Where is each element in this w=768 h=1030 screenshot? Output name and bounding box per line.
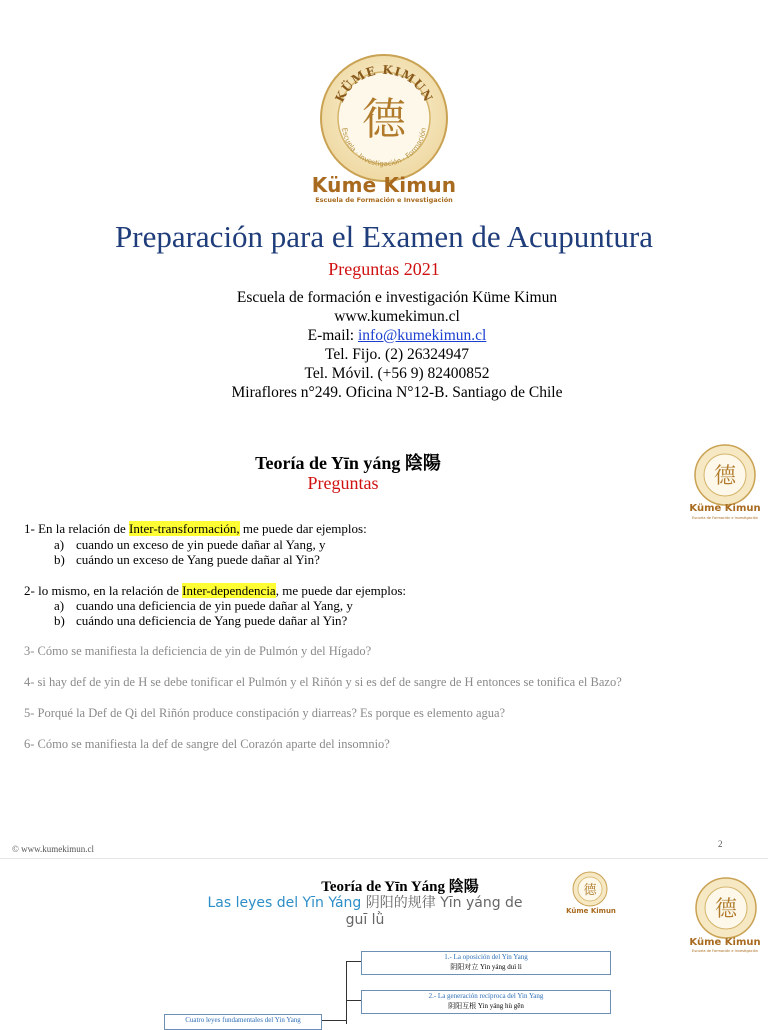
question-1-highlight: Inter-transformación, [129, 521, 240, 536]
question-4: 4- si hay def de yin de H se debe tonificar el Pulmón y el Riñón y si es def de sangre de H entonces se tonifica el Bazo? [24, 675, 622, 689]
kume-kimun-logo [318, 52, 450, 184]
brand-name: Küme Kimun [311, 173, 457, 197]
page2-subtitle-blue: Las leyes del Yīn Yáng [207, 895, 366, 911]
brand-subtitle: Escuela de Formación e Investigación [315, 196, 453, 204]
document-title: Preparación para el Examen de Acupuntura [115, 219, 653, 254]
section-subtitle: Preguntas [307, 473, 379, 493]
diagram-connector-vertical [346, 961, 347, 1024]
question-5: 5- Porqué la Def de Qi del Riñón produce constipación y diarreas? Es porque es elemento agua? [24, 706, 506, 720]
diagram-root-box [164, 1014, 322, 1030]
question-2-highlight: Inter-dependencia [182, 583, 276, 598]
phone-mobile: Tel. Móvil. (+56 9) 82400852 [304, 365, 490, 382]
question-1 [24, 521, 367, 536]
phone-landline: Tel. Fijo. (2) 26324947 [324, 346, 469, 363]
option-text: cuándo un exceso de Yang puede dañar al Yin? [76, 552, 320, 567]
question-2 [24, 583, 406, 598]
page2-subtitle-gray: 阴阳的规律 Yīn yáng de guī lǜ [345, 895, 523, 928]
page2-small-logo-glyph: 德 [583, 883, 597, 898]
page2-right-brand: Küme Kimun [689, 937, 761, 948]
address: Miraflores n°249. Oficina N°12-B. Santiago de Chile [231, 384, 563, 401]
diagram-box-1-title: 1.- La oposición del Yin Yang [444, 953, 528, 961]
question-1-post: me puede dar ejemplos: [239, 521, 367, 536]
logo-motto: Escuela · Investigación · Formación [340, 127, 428, 169]
question-1-option-a [54, 537, 325, 552]
option-text: cuándo una deficiencia de Yang puede dañar al Yin? [76, 613, 348, 628]
page2-right-brand-sub: Escuela de Formación e Investigación [692, 949, 758, 953]
page2-right-logo-glyph: 德 [714, 897, 738, 922]
diagram-connector-root [320, 1020, 346, 1021]
logo-glyph: 德 [362, 94, 406, 145]
option-label: a) [54, 537, 65, 552]
page2-title: Teoría de Yīn Yáng 陰陽 [321, 879, 479, 895]
option-label: b) [54, 613, 65, 628]
question-2-option-a [54, 598, 353, 613]
question-2-pre: 2- lo mismo, en la relación de [24, 583, 183, 598]
question-6: 6- Cómo se manifiesta la def de sangre del Corazón aparte del insomnio? [24, 737, 390, 751]
contact-block [0, 288, 768, 402]
question-3: 3- Cómo se manifiesta la deficiencia de yin de Pulmón y del Hígado? [24, 644, 372, 658]
page2-subtitle [200, 892, 530, 928]
logo-ring-text: KÜME KIMUN [332, 62, 436, 105]
school-name: Escuela de formación e investigación Küme Kimun [236, 289, 558, 306]
page2-right-logo [694, 876, 758, 940]
option-label: a) [54, 598, 65, 613]
diagram-box-1-sub: 阴阳对立 Yin yáng duì lì [450, 963, 522, 971]
page-number: 2 [718, 839, 723, 849]
email-link[interactable]: info@kumekimun.cl [358, 327, 487, 344]
question-2-post: , me puede dar ejemplos: [275, 583, 407, 598]
option-label: b) [54, 552, 65, 567]
page-separator [0, 858, 768, 859]
option-text: cuando un exceso de yin puede dañar al Yang, y [76, 537, 326, 552]
small-brand-subtitle: Escuela de Formación e Investigación [692, 516, 758, 520]
question-1-pre: 1- En la relación de [24, 521, 130, 536]
email-label: E-mail: [307, 327, 358, 344]
diagram-box-2-title: 2.- La generación recíproca del Yin Yang [428, 992, 544, 1000]
small-logo-glyph: 德 [713, 464, 737, 489]
diagram-root-label: Cuatro leyes fundamentales del Yin Yang [185, 1016, 301, 1024]
footer-copyright: © www.kumekimun.cl [12, 844, 94, 854]
diagram-box-2-sub: 阴阳互根 Yin yáng hù gēn [448, 1002, 524, 1010]
small-logo [693, 443, 757, 507]
diagram-connector-2 [346, 1000, 362, 1001]
small-brand-name: Küme Kimun [689, 503, 761, 514]
page2-small-brand: Küme Kimun [566, 907, 616, 915]
question-2-option-b [54, 613, 347, 628]
section-title: Teoría de Yīn yáng 陰陽 [255, 453, 441, 473]
page2-small-logo [572, 871, 608, 907]
website: www.kumekimun.cl [334, 308, 460, 325]
diagram-connector-1 [346, 961, 362, 962]
question-1-option-b [54, 552, 320, 567]
diagram-box-opposition [361, 951, 611, 975]
document-subtitle: Preguntas 2021 [328, 259, 440, 279]
option-text: cuando una deficiencia de yin puede dañar al Yang, y [76, 598, 353, 613]
diagram-box-generation [361, 990, 611, 1014]
email-line [0, 326, 768, 345]
